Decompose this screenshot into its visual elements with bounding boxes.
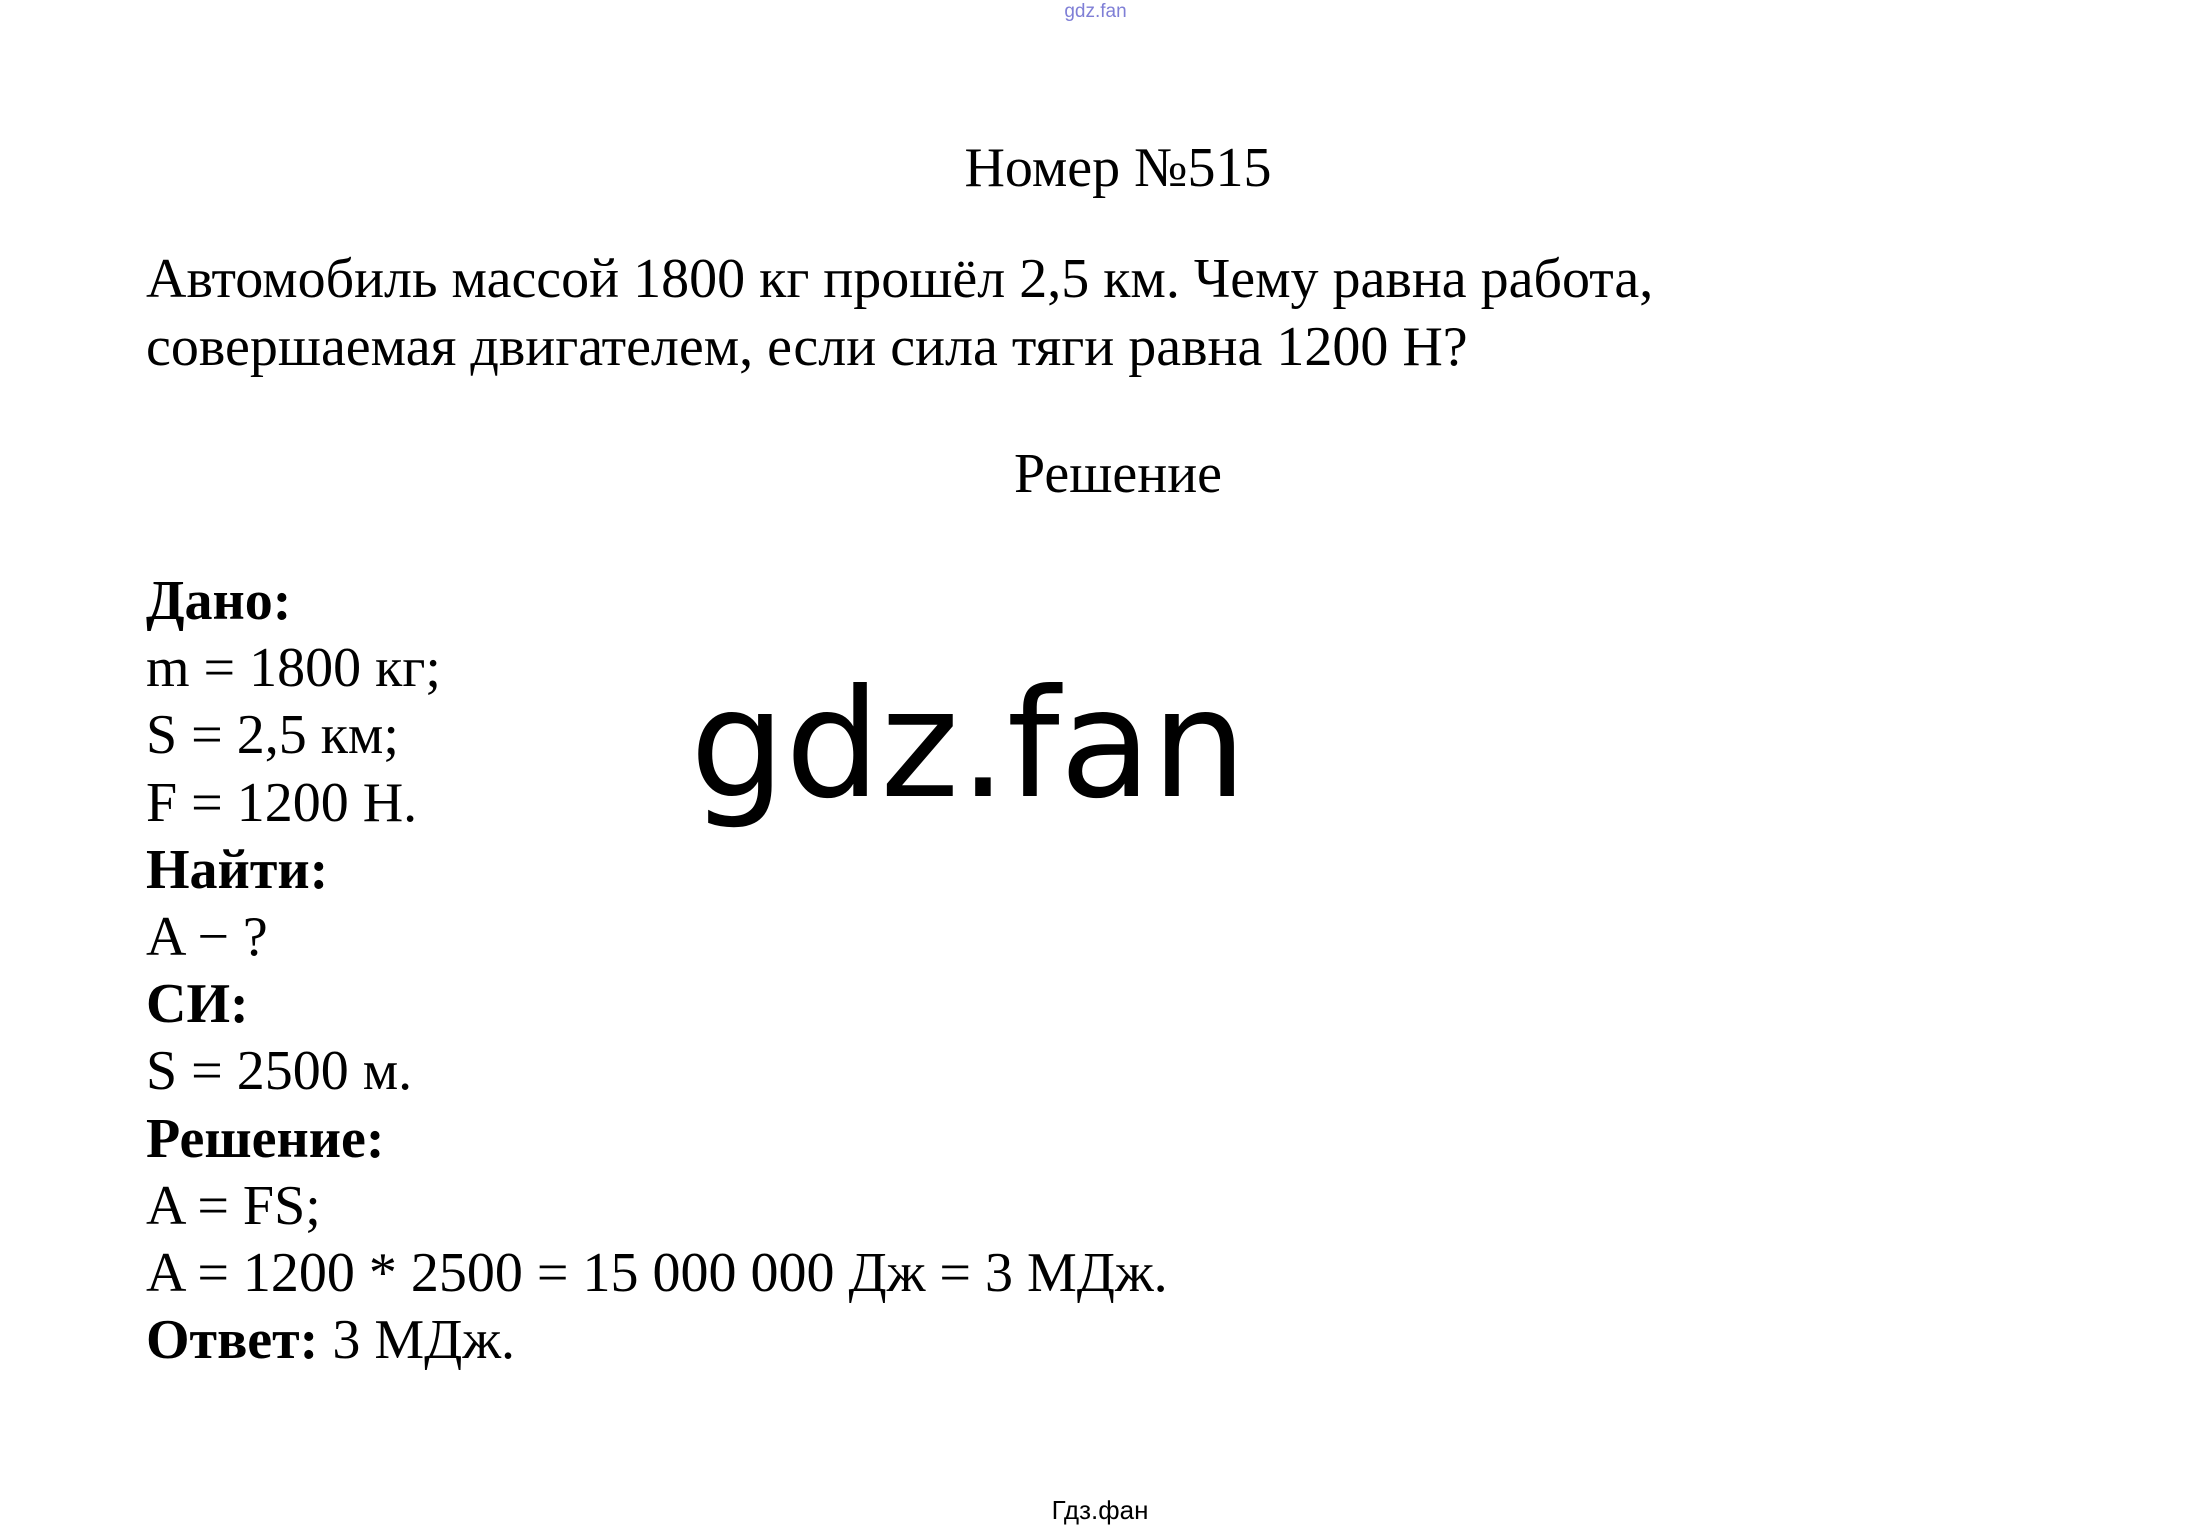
- given-force: F = 1200 Н.: [146, 771, 418, 834]
- answer-label: Ответ:: [146, 1309, 319, 1372]
- solution-calculation: A = 1200 * 2500 = 15 000 000 Дж = 3 МДж.: [146, 1241, 1168, 1304]
- find-label: Найти:: [146, 838, 329, 901]
- given-distance: S = 2,5 км;: [146, 704, 399, 767]
- answer-line: [146, 1307, 1168, 1374]
- answer-value: 3 МДж.: [318, 1309, 516, 1372]
- top-watermark: gdz.fan: [1064, 1, 1127, 22]
- si-distance: S = 2500 м.: [146, 1040, 413, 1103]
- problem-line-1: Автомобиль массой 1800 кг прошёл 2,5 км. Чему равна работа,: [146, 248, 1654, 310]
- problem-line-2: совершаемая двигателем, если сила тяги равна 1200 Н?: [146, 316, 1468, 378]
- solution-heading: Решение: [1013, 443, 1223, 505]
- given-mass: m = 1800 кг;: [146, 637, 441, 700]
- bottom-watermark: Гдз.фан: [1051, 1495, 1149, 1525]
- solution-label: Решение:: [146, 1107, 385, 1170]
- solution-formula: A = FS;: [146, 1174, 321, 1237]
- page-title: Номер №515: [964, 137, 1272, 199]
- problem-statement: [146, 245, 2096, 381]
- center-watermark: gdz.fan: [690, 658, 1247, 832]
- given-label: Дано:: [146, 570, 292, 632]
- find-work: A − ?: [146, 905, 268, 968]
- si-label: СИ:: [146, 973, 249, 1036]
